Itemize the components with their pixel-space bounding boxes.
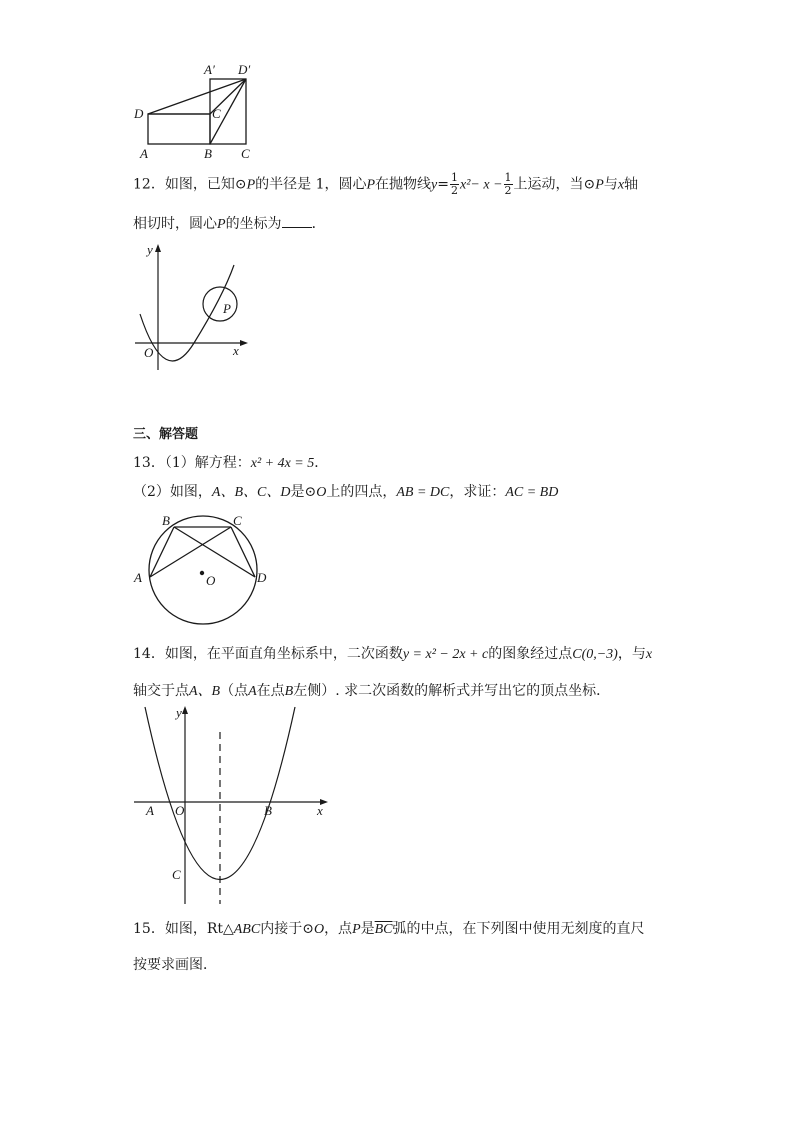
- figure-parabola-circle: [130, 240, 250, 375]
- label-d-prime: D′: [238, 62, 251, 77]
- label-d: D: [134, 106, 144, 121]
- label-p: P: [223, 301, 231, 316]
- circle-p: [203, 287, 237, 321]
- label-o: O: [144, 345, 154, 360]
- label-c: C: [172, 867, 181, 882]
- figure-square-rotation: [130, 60, 265, 162]
- figure-quadratic-graph: [130, 702, 335, 907]
- label-b: B: [264, 803, 272, 818]
- label-c-mid: C: [212, 106, 221, 121]
- label-x: x: [233, 343, 239, 358]
- label-y: y: [176, 705, 182, 720]
- parabola-curve: [140, 265, 234, 361]
- question-15-line-2: 按要求画图．: [133, 957, 217, 973]
- question-13-part-1: 13．（1）解方程：x² + 4x = 5．: [133, 455, 329, 471]
- rect-d-c: [148, 114, 210, 144]
- label-a: A: [146, 803, 154, 818]
- label-b: B: [162, 513, 170, 528]
- label-a: A: [134, 570, 142, 585]
- label-a-prime: A′: [204, 62, 215, 77]
- label-d: D: [257, 570, 267, 585]
- fraction-half-2: $\frac{1}{2}$: [504, 171, 512, 197]
- label-o: O: [175, 803, 185, 818]
- question-13-part-2: （2）如图，A、B、C、D是⊙O上的四点，AB = DC，求证：AC = BD: [133, 484, 559, 500]
- question-14-line-2: 轴交于点A、B（点A在点B左侧）. 求二次函数的解析式并写出它的顶点坐标．: [133, 683, 611, 699]
- label-x: x: [317, 803, 323, 818]
- label-y: y: [147, 242, 153, 257]
- fraction-half-1: $\frac{1}{2}$: [451, 171, 458, 197]
- section-3-title: 三、解答题: [133, 427, 199, 442]
- figure-inscribed-quadrilateral: [130, 510, 275, 628]
- question-12-line-2: 相切时，圆心P的坐标为 ．: [133, 213, 326, 236]
- label-c: C: [241, 146, 250, 161]
- answer-blank[interactable]: [282, 213, 312, 228]
- center-dot: [200, 571, 204, 575]
- circle-o: [149, 516, 257, 624]
- question-14-line-1: 14．如图，在平面直角坐标系中，二次函数y = x² − 2x + c的图象经过点C(0,−3)，与x: [133, 646, 653, 662]
- label-o: O: [206, 573, 216, 588]
- label-a: A: [140, 146, 148, 161]
- label-c: C: [233, 513, 242, 528]
- question-12-line-1: 12．如图，已知⊙P的半径是 1，圆心P在抛物线y= $\frac{1}{2}$ x²− x − $\frac{1}{2}$ 上运动，当⊙P与x轴: [133, 171, 639, 197]
- label-b: B: [204, 146, 212, 161]
- question-15-line-1: 15．如图，Rt△ABC内接于⊙O，点P是$\overline{BC}$弧的中点，在下列图中使用无刻度的直尺: [133, 921, 645, 937]
